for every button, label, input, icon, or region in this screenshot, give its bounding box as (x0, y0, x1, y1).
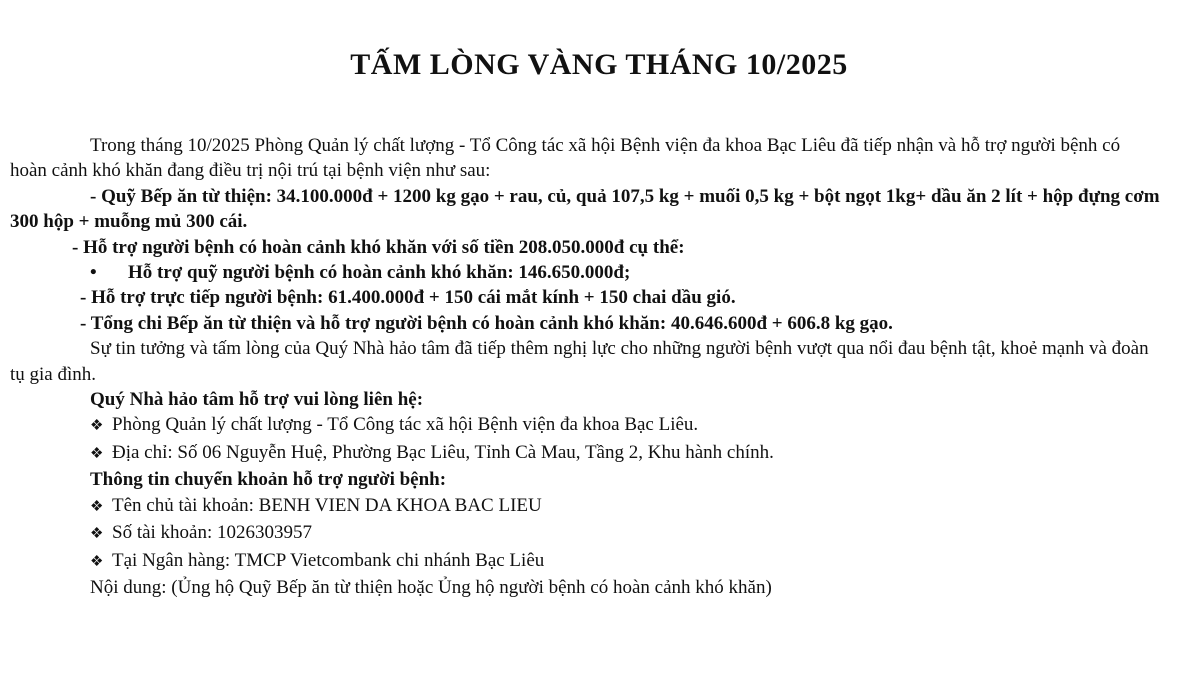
transfer-line (10, 520, 1160, 547)
transfer-content-note: Nội dung: (Ủng hộ Quỹ Bếp ăn từ thiện hoặc Ủng hộ người bệnh có hoàn cảnh khó khăn) (90, 576, 772, 598)
transfer-line (10, 548, 1160, 575)
diamond-bullet-icon: ❖ (90, 553, 104, 570)
diamond-bullet-icon: ❖ (90, 498, 104, 515)
transfer-line-text: Số tài khoản: 1026303957 (112, 522, 313, 544)
kitchen-fund-item: - Quỹ Bếp ăn từ thiện: 34.100.000đ + 1200 kg gạo + rau, củ, quả 107,5 kg + muối 0,5 kg + bột ngọt 1kg+ dầu ăn 2 lít + hộp đựng cơm 300 hộp + muỗng mủ 300 cái. (10, 185, 1160, 233)
transfer-heading: Thông tin chuyển khoản hỗ trợ người bệnh: (90, 469, 447, 491)
support-total-item: - Hỗ trợ người bệnh có hoàn cảnh khó khăn với số tiền 208.050.000đ cụ thể: (72, 236, 685, 258)
contact-line (10, 412, 1160, 439)
document-body (10, 133, 1160, 600)
support-fund-item: Hỗ trợ quỹ người bệnh có hoàn cảnh khó khăn: 146.650.000đ; (128, 262, 631, 284)
direct-support-item: - Hỗ trợ trực tiếp người bệnh: 61.400.000đ + 150 cái mắt kính + 150 chai dầu gió. (80, 287, 736, 309)
diamond-bullet-icon: ❖ (90, 445, 104, 462)
bullet-icon: • (90, 262, 97, 284)
intro-paragraph: Trong tháng 10/2025 Phòng Quản lý chất lượng - Tổ Công tác xã hội Bệnh viện đa khoa Bạc Liêu đã tiếp nhận và hỗ trợ người bệnh có hoàn cảnh khó khăn đang điều trị nội trú tại bệnh viện như sau: (10, 135, 1121, 182)
gratitude-paragraph: Sự tin tưởng và tấm lòng của Quý Nhà hảo tâm đã tiếp thêm nghị lực cho những người bệnh vượt qua nổi đau bệnh tật, khoẻ mạnh và đoàn tụ gia đình. (10, 338, 1149, 385)
support-fund-row (10, 260, 1160, 285)
diamond-bullet-icon: ❖ (90, 418, 104, 435)
contact-line-text: Địa chỉ: Số 06 Nguyễn Huệ, Phường Bạc Liêu, Tỉnh Cà Mau, Tầng 2, Khu hành chính. (112, 441, 774, 463)
contact-line (10, 440, 1160, 467)
document-title: TẤM LÒNG VÀNG THÁNG 10/2025 (350, 48, 848, 81)
transfer-line (10, 493, 1160, 520)
transfer-line-text: Tên chủ tài khoản: BENH VIEN DA KHOA BAC LIEU (112, 494, 542, 516)
diamond-bullet-icon: ❖ (90, 526, 104, 543)
contact-heading: Quý Nhà hảo tâm hỗ trợ vui lòng liên hệ: (90, 389, 424, 411)
total-spent-item: - Tổng chi Bếp ăn từ thiện và hỗ trợ người bệnh có hoàn cảnh khó khăn: 40.646.600đ + 606.8 kg gạo. (80, 312, 893, 334)
contact-line-text: Phòng Quản lý chất lượng - Tổ Công tác xã hội Bệnh viện đa khoa Bạc Liêu. (112, 414, 699, 436)
transfer-line-text: Tại Ngân hàng: TMCP Vietcombank chi nhánh Bạc Liêu (112, 549, 545, 571)
